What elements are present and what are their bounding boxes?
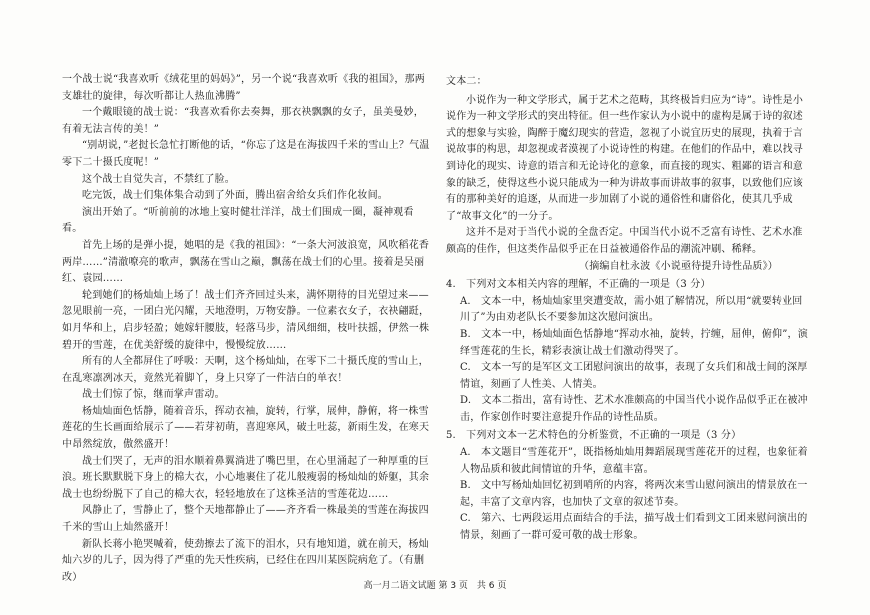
left-paragraph: 杨灿灿面色恬静，随着音乐，挥动衣袖，旋转，行掌，展伸，静俯，将一株雪莲花的生长画面给展示了——若芽初萌，喜迎寒风，破土吐蕊，新雨生发，在寒天中昂然绽放，傲然盛开！ bbox=[62, 405, 430, 451]
left-paragraph: 轮到她们的杨灿灿上场了！战士们齐齐回过头来，满怀期待的目光望过来——忽见眼前一亮，一团白光闪耀，天地澄明，万物安静。一位素衣女子，衣袂翩跹，如月华和上，启步轻盈；她嫁轩腰肢，轻落马步，清风细细，枝叶扶摇，伊然一株碧开的雪莲，在优美舒缓的旋律中，慢慢绽放…… bbox=[62, 289, 430, 351]
source-citation: （摘编自杜永波《小说亟待提升诗性品质》） bbox=[579, 260, 778, 272]
question-4 bbox=[446, 277, 808, 426]
page-footer: 高一月二语文试题 第 3 页 共 6 页 bbox=[363, 581, 507, 591]
left-paragraph: 所有的人全都屏住了呼吸：天啊，这个杨灿灿，在零下二十摄氏度的雪山上，在乱寒凛冽冰天，竟然光着脚丫，身上只穿了一件洁白的单衣！ bbox=[62, 356, 429, 384]
right-paragraph: 小说作为一种文学形式，属于艺术之范畴，其终极旨归应为“诗”。诗性是小说作为一种文学形式的突出特征。但一些作家认为小说中的虚构是属于诗的叙述式的想象与实验，陶醉于魔幻现实的营造，忽视了小说宜历史的展现，执着于言说故事的构思，却忽视或者漠视了小说诗性的构建。在他们的作品中，难以找寻到诗化的现实、诗意的语言和无论诗化的意象，而直接的现实、粗鄙的语言和意象的缺乏，使得这些小说只能成为一种为讲故事而讲故事的叙事，以致他们应该有的那种美好的追逐，从而进一步加剧了小说的通俗性和庸俗化，使其几乎成了“故事文化”的一分子。 bbox=[446, 94, 804, 222]
question-option: B. 文中写杨灿灿回忆初到哨所的内容，将两次来雪山慰问演出的情景放在一起，丰富了文章内容，也加快了文章的叙述节奏。 bbox=[460, 480, 808, 508]
question-option: A. 本文题目“雪莲花开”，既指杨灿灿用舞蹈展现雪莲花开的过程，也象征着人物品质和彼此间情谊的升华，意蕴丰富。 bbox=[460, 447, 808, 475]
question-option: B. 文本一中，杨灿灿面色恬静地“挥动水袖，旋转，拧缠，屈伸，俯仰”，演绎雪莲花的生长，精彩表演让战士们激动得哭了。 bbox=[460, 328, 808, 357]
left-paragraph: “别胡说，”老挝长急忙打断他的话，“你忘了这是在海拔四千米的雪山上？气温零下二十摄氏度呢！” bbox=[62, 140, 430, 168]
left-paragraph: 一个戴眼镜的战士说：“我喜欢看你去奏舞，那衣袂飘飘的女子，虽美曼妙，有着无法言传的美！” bbox=[62, 107, 424, 135]
left-paragraph: 首先上场的是弹小提，她唱的是《我的祖国》：“一条大河波浪宽，风吹稻花香两岸……”清澈嘹亮的歌声，飘荡在雪山之巅，飘荡在战士们的心里。接着是吴丽红、袁园…… bbox=[62, 239, 430, 285]
left-paragraph: 战士们哭了，无声的泪水顺着鼻翼淌进了嘴巴里，在心里涌起了一种厚重的巨浪。班长默默脱下身上的棉大衣，小心地裹住了花儿般瘦弱的杨灿灿的娇躯，其余战士也纷纷脱下了自己的棉大衣，轻轻地放在了这株圣洁的雪莲花边…… bbox=[62, 455, 430, 500]
left-paragraph: 演出开始了。“听前前的冰地上宴时健壮洋洋，战士们围成一圈，凝神观看看。 bbox=[62, 206, 414, 235]
left-paragraph: 战士们惊了惊，继而掌声雷动。 bbox=[82, 389, 225, 401]
question-option: D. 文本二指出，富有诗性、艺术水准颇高的中国当代小说作品似乎正在被冲击，作家创作时要注意提升作品的诗性品质。 bbox=[460, 395, 808, 423]
text-two-column bbox=[446, 72, 808, 545]
right-paragraph: 这并不是对于当代小说的全盘否定。中国当代小说不乏富有诗性、艺术水准颇高的佳作，但这类作品似乎正在日益被通俗作品的潮流冲刷、稀释。 bbox=[446, 227, 803, 255]
left-paragraph: 一个战士说“我喜欢听《绒花里的妈妈》”，另一个说“我喜欢听《我的祖国》，那两支雄壮的旋律，每次听都让人热血沸腾” bbox=[62, 74, 425, 102]
left-paragraph: 这个战士自觉失言，不禁红了脸。 bbox=[82, 173, 235, 185]
question-option: C. 第六、七两段运用点面结合的手法，描写战士们看到文工团来慰问演出的情景，刻画了一群可爱可敬的战士形象。 bbox=[460, 513, 808, 542]
question-option: A. 文本一中，杨灿灿家里突遭变故，需小姐了解情况，所以用“就要转业回川了”为由劝老队长不要参加这次慰问演出。 bbox=[460, 295, 803, 324]
text-one-column bbox=[62, 72, 434, 586]
left-paragraph: 吃完饭，战士们集体集合动到了外面，腾出宿舍给女兵们作化妆间。 bbox=[82, 190, 388, 202]
question-5 bbox=[446, 428, 808, 544]
left-paragraph: 新队长蒋小艳哭喊着，使劲擦去了流下的泪水，只有地知道，就在前天，杨灿灿六岁的儿子，因为得了严重的先天性疾病，已经住在四川某医院病危了。（有删改） bbox=[62, 538, 429, 583]
question-stem: 4. 下列对文本相关内容的理解，不正确的一项是（3 分） bbox=[446, 279, 711, 291]
left-paragraph: 风静止了，雪静止了，整个天地都静止了——齐齐看一株最美的雪莲在海拔四千米的雪山上灿然盛开！ bbox=[62, 505, 429, 534]
text-two-heading: 文本二： bbox=[446, 76, 487, 87]
question-option: C. 文本一写的是军区文工团慰问演出的故事，表现了女兵们和战士间的深厚情谊，刻画了人性美、人情美。 bbox=[460, 362, 808, 390]
question-stem: 5. 下列对文本一艺术特色的分析鉴赏，不正确的一项是（3 分） bbox=[446, 430, 742, 442]
